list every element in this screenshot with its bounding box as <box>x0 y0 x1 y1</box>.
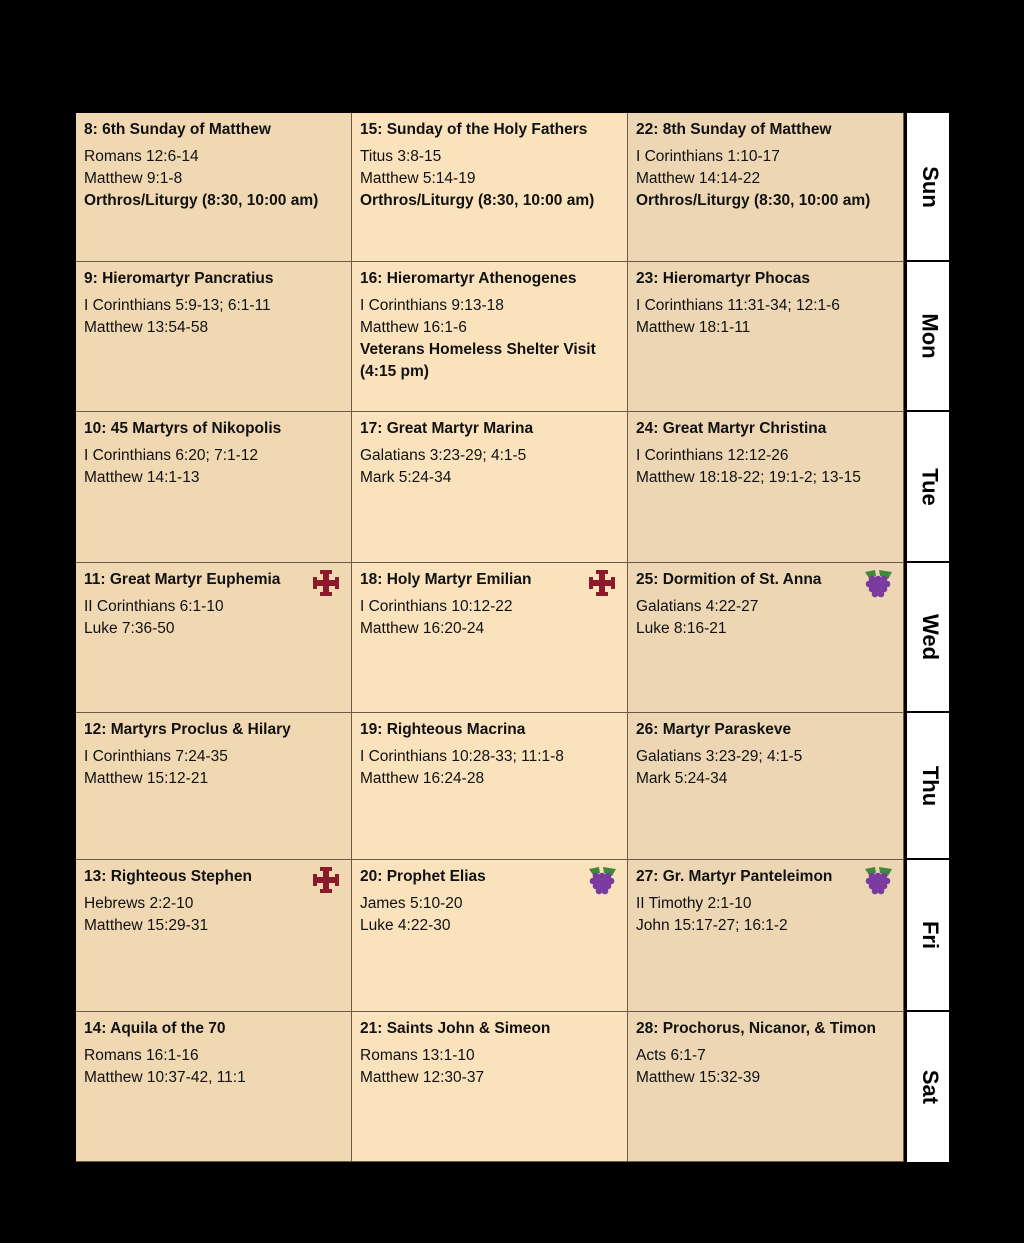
reading: II Corinthians 6:1-10 <box>84 598 224 615</box>
reading: I Corinthians 12:12-26 <box>636 447 789 464</box>
weekday-text: Tue <box>918 467 944 506</box>
reading: I Corinthians 7:24-35 <box>84 748 228 765</box>
reading: Romans 13:1-10 <box>360 1047 475 1064</box>
reading: Matthew 14:14-22 <box>636 170 761 187</box>
day-title: 13: Righteous Stephen <box>84 868 252 885</box>
weekday-label-tue <box>907 412 953 563</box>
day-cell <box>628 1012 904 1162</box>
grapes-icon <box>861 566 895 600</box>
day-cell <box>628 262 904 412</box>
cross-icon <box>585 566 619 600</box>
reading: I Corinthians 10:12-22 <box>360 598 513 615</box>
day-title: 8: 6th Sunday of Matthew <box>84 121 271 138</box>
day-cell <box>76 1012 352 1162</box>
day-cell <box>628 563 904 713</box>
weekday-label-wed <box>907 563 953 713</box>
reading: I Corinthians 10:28-33; 11:1-8 <box>360 748 564 765</box>
reading: Matthew 15:29-31 <box>84 917 209 934</box>
reading: Galatians 4:22-27 <box>636 598 759 615</box>
day-cell <box>628 713 904 860</box>
day-title: 22: 8th Sunday of Matthew <box>636 121 832 138</box>
reading: Matthew 16:24-28 <box>360 770 485 787</box>
day-title: 24: Great Martyr Christina <box>636 420 827 437</box>
reading: Matthew 10:37-42, 11:1 <box>84 1069 246 1086</box>
reading: Luke 8:16-21 <box>636 620 727 637</box>
grapes-icon <box>861 863 895 897</box>
day-title: 25: Dormition of St. Anna <box>636 571 822 588</box>
reading: Romans 16:1-16 <box>84 1047 199 1064</box>
weekday-text: Wed <box>918 613 944 661</box>
weekday-label-fri <box>907 860 953 1012</box>
day-cell <box>76 563 352 713</box>
day-cell <box>352 412 628 563</box>
reading: I Corinthians 1:10-17 <box>636 148 780 165</box>
cross-icon <box>309 863 343 897</box>
weekday-label-sun <box>907 113 953 262</box>
reading: II Timothy 2:1-10 <box>636 895 752 912</box>
day-cell <box>76 860 352 1012</box>
day-cell <box>76 713 352 860</box>
day-title: 27: Gr. Martyr Panteleimon <box>636 868 833 885</box>
day-title: 28: Prochorus, Nicanor, & Timon <box>636 1020 877 1037</box>
reading: Matthew 5:14-19 <box>360 170 476 187</box>
reading: Matthew 16:1-6 <box>360 319 467 336</box>
day-cell <box>352 113 628 262</box>
reading: Galatians 3:23-29; 4:1-5 <box>360 447 527 464</box>
reading: Matthew 9:1-8 <box>84 170 183 187</box>
reading: Matthew 13:54-58 <box>84 319 209 336</box>
reading: Mark 5:24-34 <box>360 469 452 486</box>
reading: Hebrews 2:2-10 <box>84 895 194 912</box>
reading: Matthew 15:32-39 <box>636 1069 761 1086</box>
service-event: Veterans Homeless Shelter Visit <box>360 341 596 358</box>
day-title: 20: Prophet Elias <box>360 868 486 885</box>
day-title: 15: Sunday of the Holy Fathers <box>360 121 588 138</box>
day-cell <box>628 412 904 563</box>
day-cell <box>628 113 904 262</box>
reading: Luke 7:36-50 <box>84 620 175 637</box>
day-title: 19: Righteous Macrina <box>360 721 526 738</box>
day-title: 16: Hieromartyr Athenogenes <box>360 270 577 287</box>
reading: Matthew 18:1-11 <box>636 319 751 336</box>
day-title: 9: Hieromartyr Pancratius <box>84 270 274 287</box>
reading: Romans 12:6-14 <box>84 148 199 165</box>
day-title: 23: Hieromartyr Phocas <box>636 270 811 287</box>
weekday-label-sat <box>907 1012 953 1162</box>
reading: Matthew 14:1-13 <box>84 469 200 486</box>
reading: Matthew 12:30-37 <box>360 1069 485 1086</box>
reading: James 5:10-20 <box>360 895 463 912</box>
reading: Galatians 3:23-29; 4:1-5 <box>636 748 803 765</box>
day-cell <box>76 113 352 262</box>
day-title: 12: Martyrs Proclus & Hilary <box>84 721 291 738</box>
cross-icon <box>309 566 343 600</box>
day-cell <box>76 262 352 412</box>
day-cell <box>352 563 628 713</box>
weekday-text: Mon <box>918 313 944 359</box>
day-cell <box>352 860 628 1012</box>
weekday-text: Fri <box>918 920 944 950</box>
day-title: 26: Martyr Paraskeve <box>636 721 792 738</box>
weekday-label-thu <box>907 713 953 860</box>
weekday-text: Thu <box>918 765 944 806</box>
reading: Titus 3:8-15 <box>360 148 442 165</box>
day-cell <box>352 1012 628 1162</box>
weekday-column <box>907 113 949 1162</box>
reading: Luke 4:22-30 <box>360 917 451 934</box>
reading: Matthew 18:18-22; 19:1-2; 13-15 <box>636 469 861 486</box>
day-cell <box>628 860 904 1012</box>
day-cell <box>352 713 628 860</box>
weekday-text: Sun <box>918 165 944 208</box>
service-event: Orthros/Liturgy (8:30, 10:00 am) <box>84 192 319 209</box>
day-cell <box>352 262 628 412</box>
reading: John 15:17-27; 16:1-2 <box>636 917 788 934</box>
day-title: 21: Saints John & Simeon <box>360 1020 551 1037</box>
reading: I Corinthians 9:13-18 <box>360 297 504 314</box>
day-title: 10: 45 Martyrs of Nikopolis <box>84 420 282 437</box>
grapes-icon <box>585 863 619 897</box>
reading: Acts 6:1-7 <box>636 1047 706 1064</box>
day-cell <box>76 412 352 563</box>
reading: I Corinthians 6:20; 7:1-12 <box>84 447 259 464</box>
service-event: Orthros/Liturgy (8:30, 10:00 am) <box>360 192 595 209</box>
service-event: Orthros/Liturgy (8:30, 10:00 am) <box>636 192 871 209</box>
service-event: (4:15 pm) <box>360 363 429 380</box>
reading: I Corinthians 5:9-13; 6:1-11 <box>84 297 271 314</box>
reading: Matthew 15:12-21 <box>84 770 209 787</box>
reading: Matthew 16:20-24 <box>360 620 485 637</box>
reading: I Corinthians 11:31-34; 12:1-6 <box>636 297 840 314</box>
weekday-label-mon <box>907 262 953 412</box>
weekday-text: Sat <box>918 1069 944 1105</box>
day-title: 11: Great Martyr Euphemia <box>84 571 281 588</box>
reading: Mark 5:24-34 <box>636 770 728 787</box>
day-title: 14: Aquila of the 70 <box>84 1020 226 1037</box>
day-title: 18: Holy Martyr Emilian <box>360 571 532 588</box>
day-title: 17: Great Martyr Marina <box>360 420 534 437</box>
calendar-grid <box>76 113 904 1162</box>
